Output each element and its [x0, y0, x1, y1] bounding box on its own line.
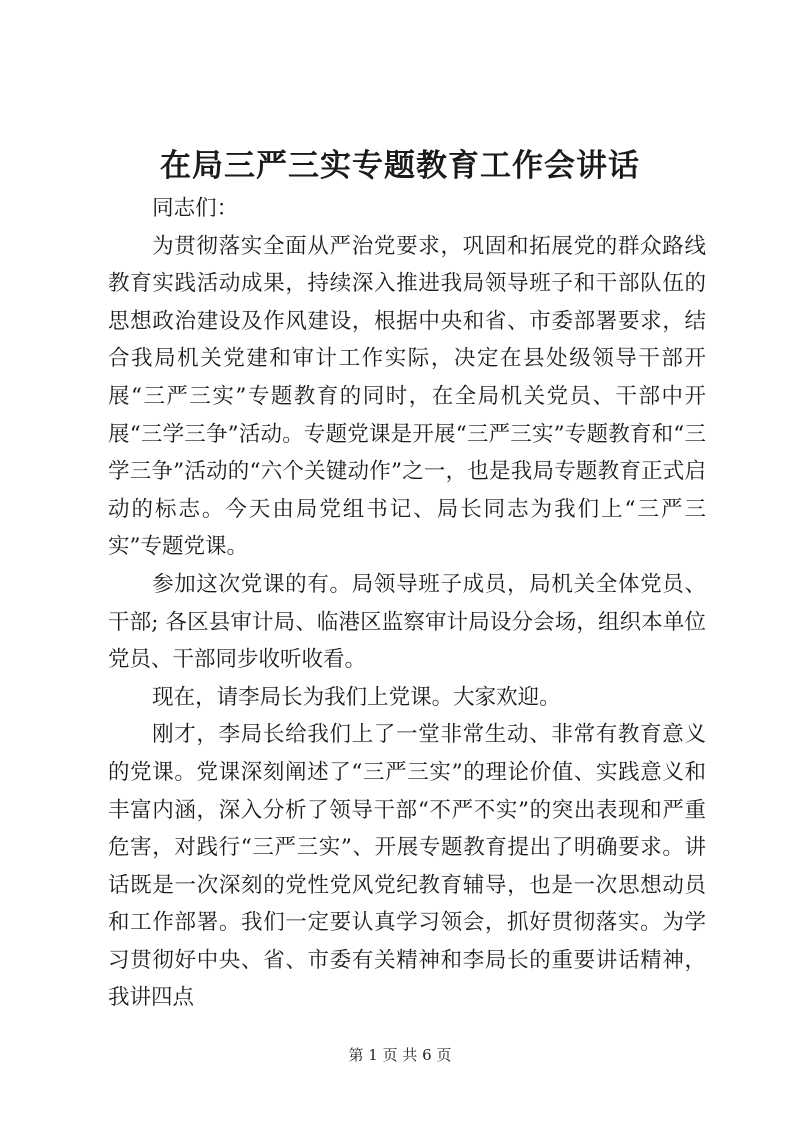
body-paragraph: 现在，请李局长为我们上党课。大家欢迎。 — [152, 684, 561, 710]
document-title: 在局三严三实专题教育工作会讲话 — [160, 148, 640, 184]
salutation-paragraph: 同志们： — [152, 196, 239, 221]
document-body — [108, 190, 706, 1017]
page-footer: 第 1 页 共 6 页 — [348, 1046, 452, 1064]
body-paragraph: 参加这次党课的有。局领导班子成员，局机关全体党员、干部; 各区县审计局、临港区监察审计局设分会场，组织本单位党员、干部同步收听收看。 — [108, 571, 706, 673]
body-paragraph: 为贯彻落实全面从严治党要求，巩固和拓展党的群众路线教育实践活动成果，持续深入推进我局领导班子和干部队伍的思想政治建设及作风建设，根据中央和省、市委部署要求，结合我局机关党建和审计工作实际，决定在县处级领导干部开展“三严三实”专题教育的同时，在全局机关党员、干部中开展“三学三争”活动。专题党课是开展“三严三实”专题教育和“三学三争”活动的“六个关键动作”之一，也是我局专题教育正式启动的标志。今天由局党组书记、局长同志为我们上“三严三实”专题党课。 — [108, 233, 706, 560]
body-paragraph: 刚才，李局长给我们上了一堂非常生动、非常有教育意义的党课。党课深刻阐述了“三严三实”的理论价值、实践意义和丰富内涵，深入分析了领导干部“不严不实”的突出表现和严重危害，对践行“三严三实”、开展专题教育提出了明确要求。讲话既是一次深刻的党性党风党纪教育辅导，也是一次思想动员和工作部署。我们一定要认真学习领会，抓好贯彻落实。为学习贯彻好中央、省、市委有关精神和李局长的重要讲话精神，我讲四点 — [108, 722, 706, 1011]
